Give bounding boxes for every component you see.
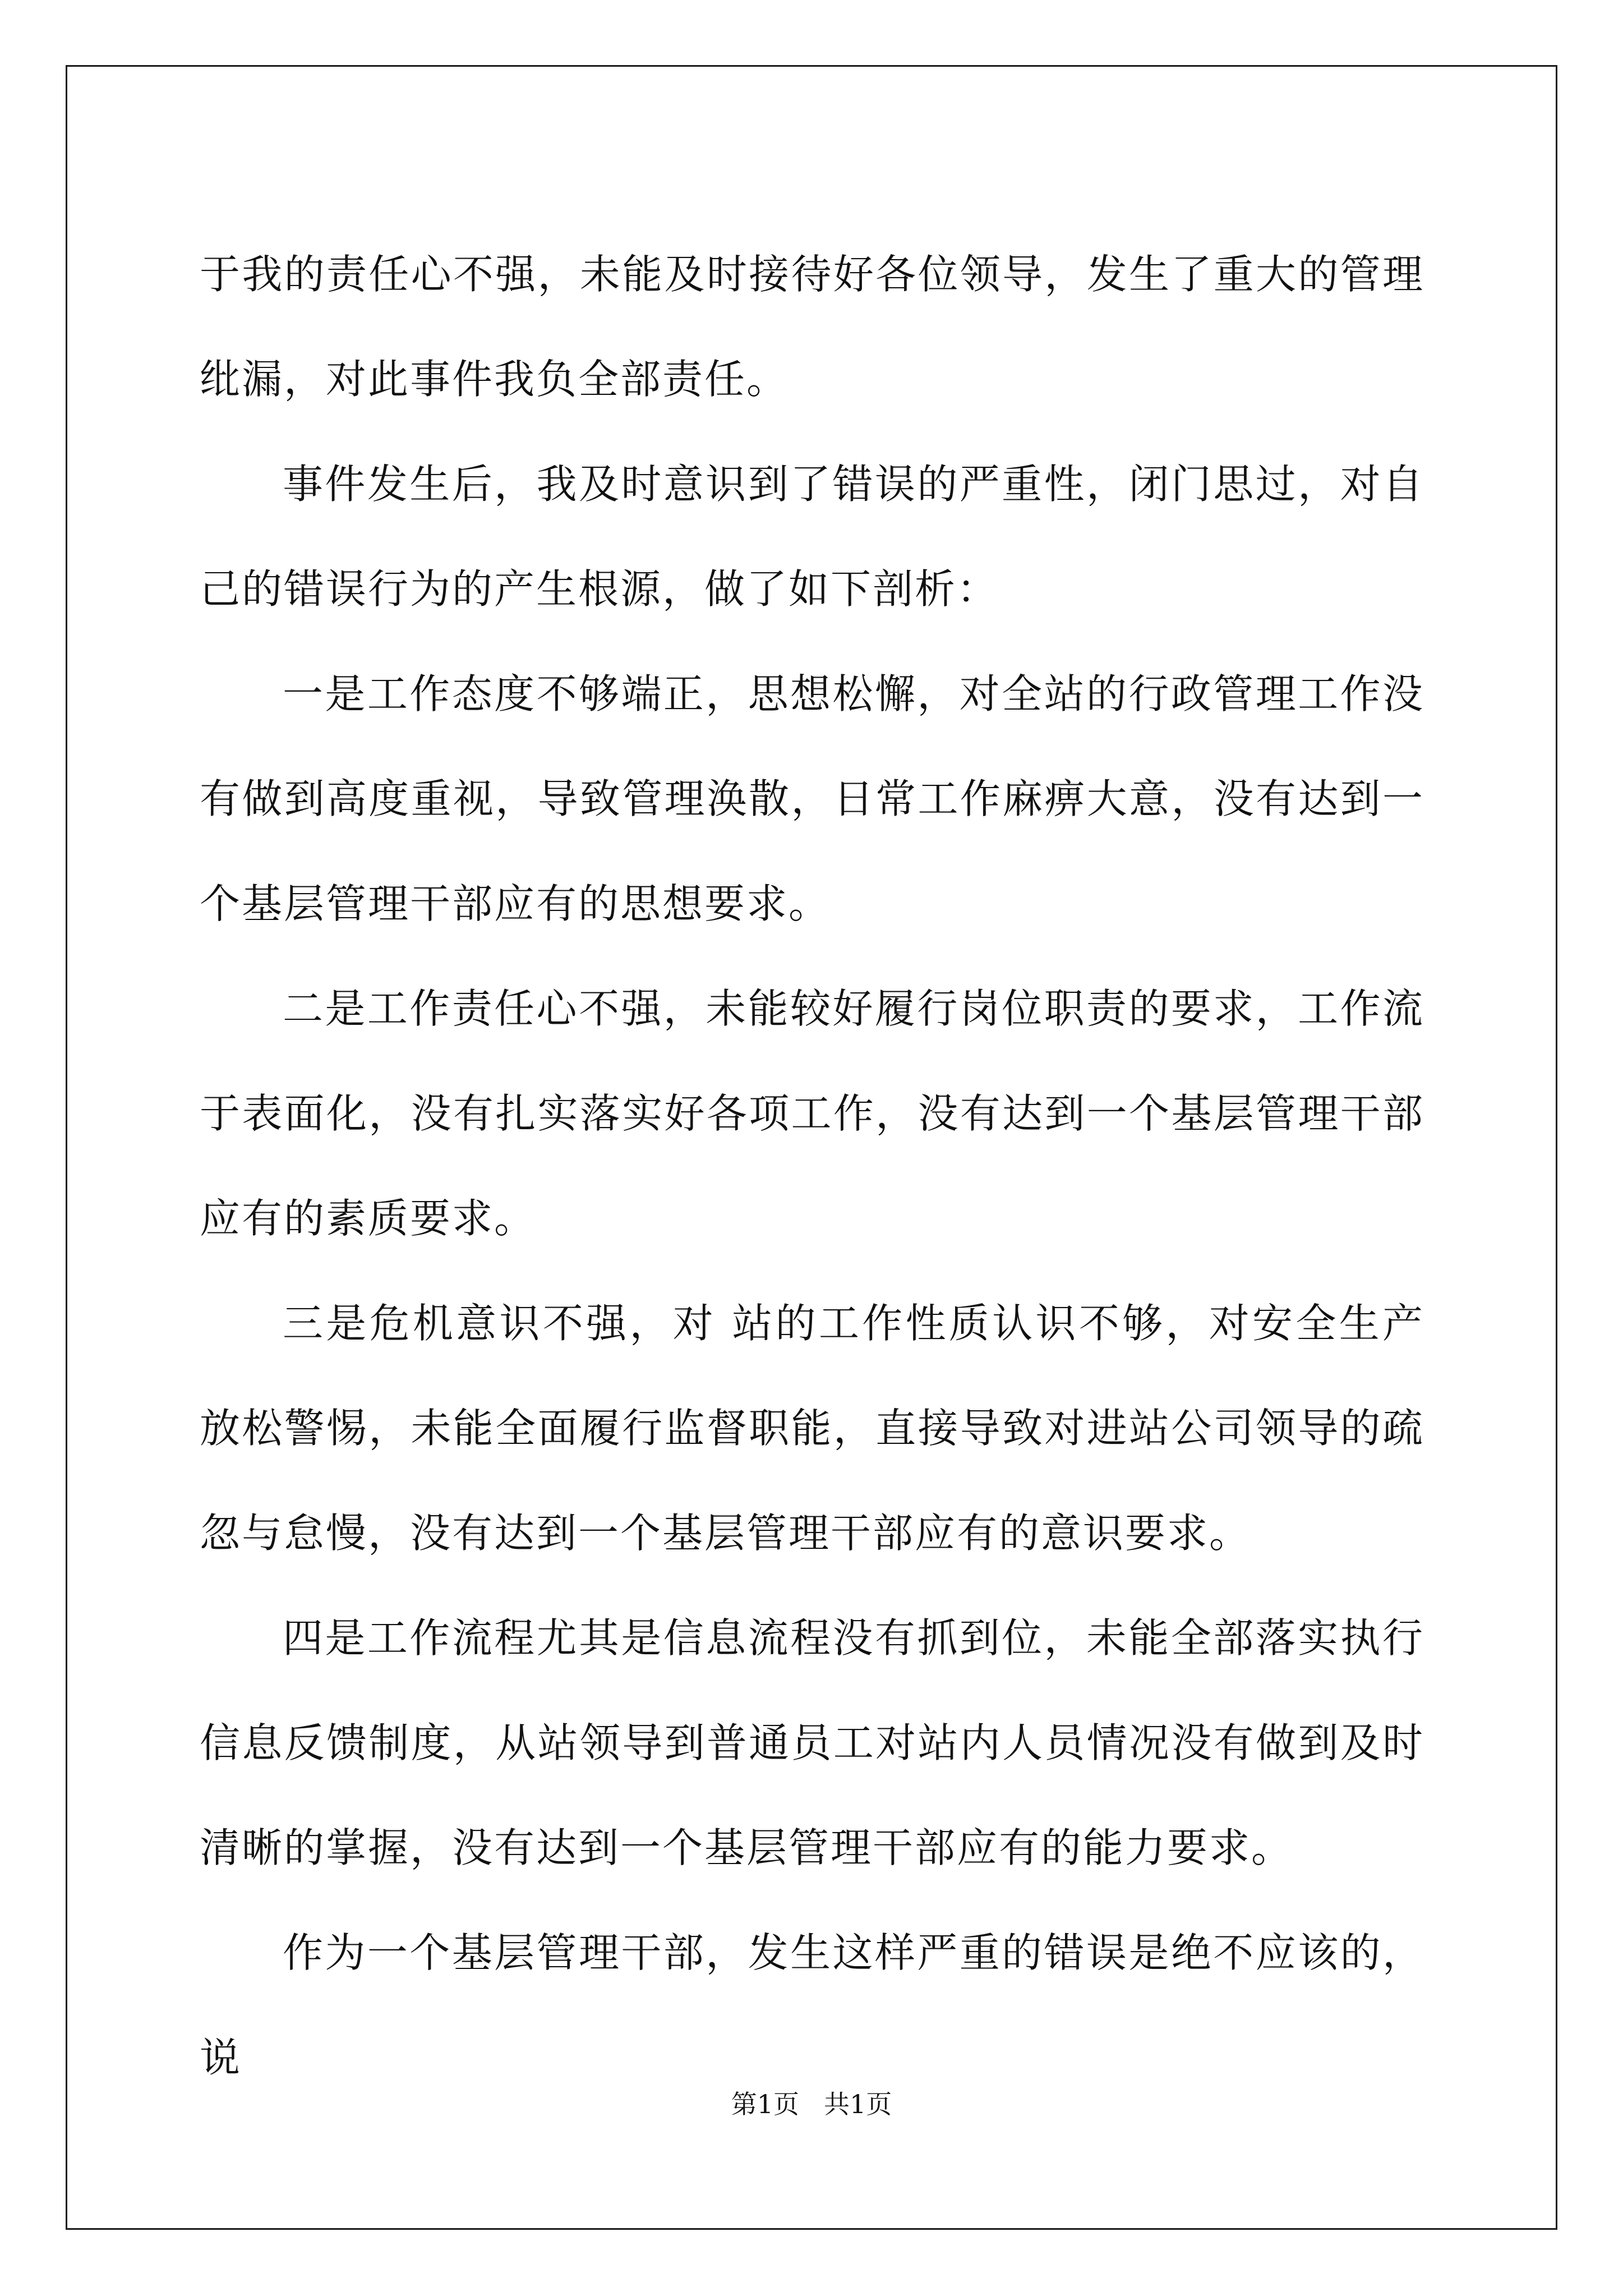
paragraph-7: 作为一个基层管理干部，发生这样严重的错误是绝不应该的，说 <box>200 1929 1424 2081</box>
paragraph-6: 四是工作流程尤其是信息流程没有抓到位，未能全部落实执行信息反馈制度，从站领导到普通员工对站内人员情况没有做到及时清晰的掌握，没有达到一个基层管理干部应有的能力要求。 <box>200 1614 1424 1871</box>
paragraph-1: 于我的责任心不强，未能及时接待好各位领导，发生了重大的管理纰漏，对此事件我负全部责任。 <box>200 251 1424 403</box>
page-number: 第1页 <box>731 2089 800 2119</box>
page-total: 共1页 <box>823 2089 892 2119</box>
paragraph-4: 二是工作责任心不强，未能较好履行岗位职责的要求，工作流于表面化，没有扎实落实好各项工作，没有达到一个基层管理干部应有的素质要求。 <box>200 985 1424 1242</box>
paragraph-3: 一是工作态度不够端正，思想松懈，对全站的行政管理工作没有做到高度重视，导致管理涣散，日常工作麻痹大意，没有达到一个基层管理干部应有的思想要求。 <box>200 670 1424 927</box>
document-body <box>200 222 1424 2110</box>
page-footer <box>0 2087 1623 2121</box>
paragraph-5: 三是危机意识不强，对 站的工作性质认识不够，对安全生产放松警惕，未能全面履行监督职能，直接导致对进站公司领导的疏忽与怠慢，没有达到一个基层管理干部应有的意识要求。 <box>200 1300 1424 1557</box>
paragraph-2: 事件发生后，我及时意识到了错误的严重性，闭门思过，对自己的错误行为的产生根源，做了如下剖析： <box>200 461 1424 613</box>
